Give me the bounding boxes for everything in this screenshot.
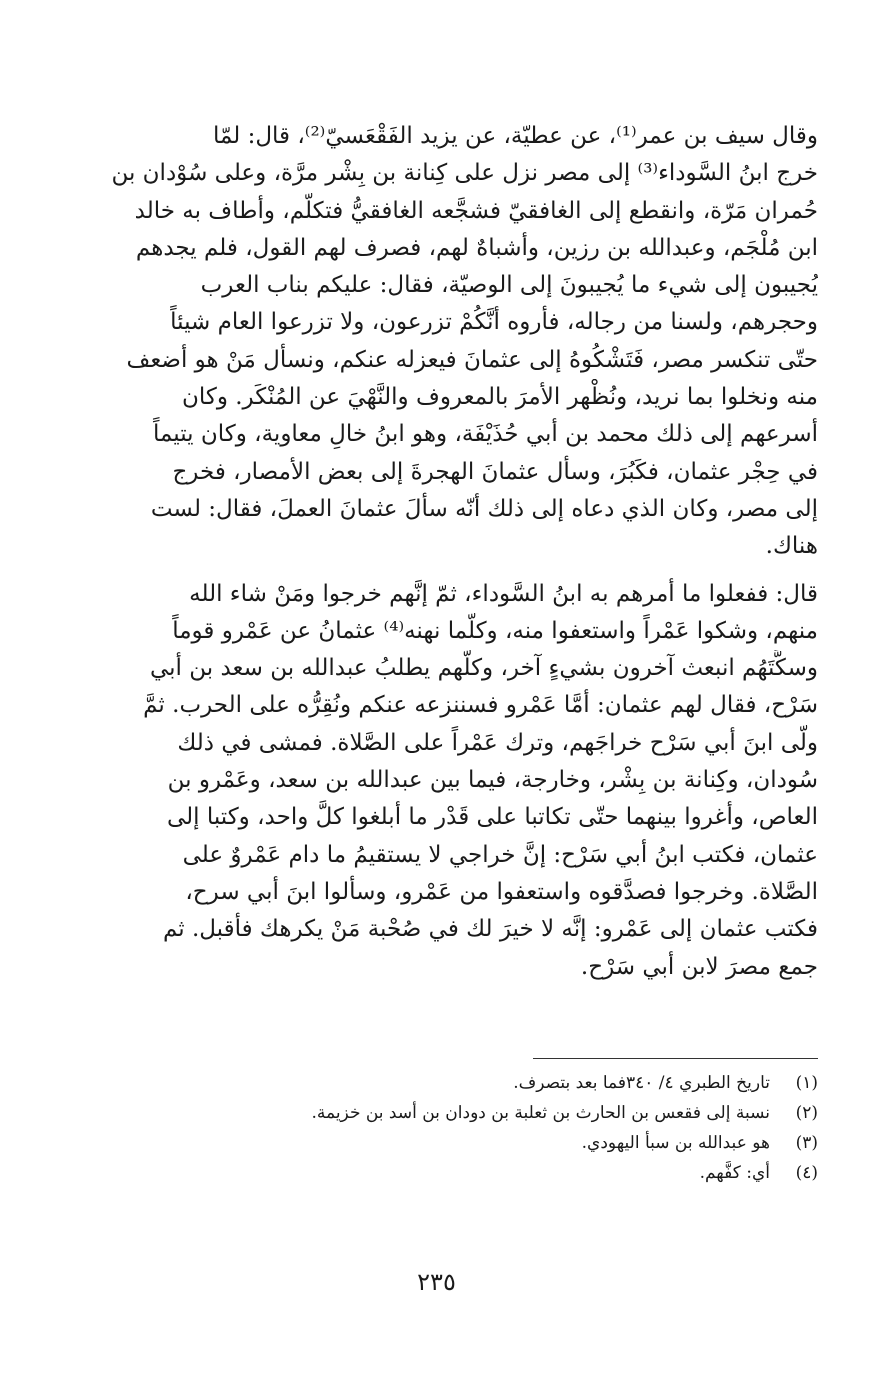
footnote-number: (١) [795,1073,818,1093]
page-number: ٢٣٥ [417,1268,456,1296]
footnote-text: تاريخ الطبري ٤/ ٣٤٠فما بعد بتصرف. [513,1073,770,1093]
footnote-3 [300,1128,818,1158]
footnote-1 [300,1068,818,1098]
paragraph-2 [106,576,818,986]
footnote-4 [300,1158,818,1188]
footnote-text: نسبة إلى فقعس بن الحارث بن ثعلبة بن دودان بن أسد بن خزيمة. [311,1103,770,1123]
text-line: قال: ففعلوا ما أمرهم به ابنُ السَّوداء، ثمّ إنَّهم خرجوا ومَنْ شاء الله [189,580,818,607]
text-line: أسرعهم إلى ذلك محمد بن أبي حُذَيْفَة، وهو ابنُ خالِ معاوية، وكان يتيماً [153,421,818,448]
text-line: حُمران مَرّة، وانقطع إلى الغافقيّ فشجَّعه الغافقيُّ فتكلَّم، وأطاف به خالد [134,197,818,224]
page-body [106,118,818,986]
text-line: جمع مصرَ لابن أبي سَرْح. [580,953,818,980]
text-line: خرج ابنُ السَّوداء⁽³⁾ إلى مصر نزل على كِنانة بن بِشْر مرَّة، وعلى سُوْدان بن [111,160,818,187]
text-line: ابن مُلْجَم، وعبدالله بن رزين، وأشباهٌ لهم، فصرف لهم القول، فلم يجدهم [135,234,818,261]
footnote-2 [300,1098,818,1128]
text-line: وحجرهم، ولسنا من رجاله، فأروه أنَّكُمْ تزرعون، ولا تزرعوا العام شيئاً [170,309,818,336]
text-line: ولّى ابنَ أبي سَرْح خراجَهم، وترك عَمْراً على الصَّلاة. فمشى في ذلك [177,729,818,756]
footnote-text: هو عبدالله بن سبأ اليهودي. [581,1133,770,1153]
text-line: في حِجْر عثمان، فكَبُرَ، وسأل عثمانَ الهجرةَ إلى بعض الأمصار، فخرج [172,458,818,485]
text-line: عثمان، فكتب ابنُ أبي سَرْح: إنَّ خراجي لا يستقيمُ ما دام عَمْروٌ على [182,841,818,868]
text-line: وقال سيف بن عمر⁽¹⁾، عن عطيّة، عن يزيد الفَقْعَسيّ⁽²⁾، قال: لمّا [212,123,818,149]
text-line: منه ونخلوا بما نريد، ونُظْهر الأمرَ بالمعروف والنَّهْيَ عن المُنْكَر. وكان [181,384,818,411]
footnotes [300,1068,818,1188]
text-line: حتّى تنكسر مصر، فَتَشْكُوهُ إلى عثمانَ فيعزله عنكم، ونسأل مَنْ هو أضعف [126,346,818,373]
text-line: هناك. [765,533,818,560]
footnote-number: (٣) [795,1133,818,1153]
footnote-number: (٢) [795,1103,818,1123]
text-line: منهم، وشكوا عَمْراً واستعفوا منه، وكلّما نهنه⁽⁴⁾ عثمانُ عن عَمْرو قوماً [172,617,818,644]
paragraph-1 [106,118,818,566]
text-line: وسكَّتَهُم انبعث آخرون بشيءٍ آخر، وكلُّهم يطلبُ عبدالله بن سعد بن أبي [149,655,818,682]
text-line: سَرْح، فقال لهم عثمان: أمَّا عَمْرو فسننزعه عنكم ونُقِرُّه على الحرب. ثمَّ [143,692,818,719]
text-line: إلى مصر، وكان الذي دعاه إلى ذلك أنّه سألَ عثمانَ العملَ، فقال: لست [150,495,818,522]
footnote-text: أي: كفَّهم. [699,1163,770,1183]
text-line: سُودان، وكِنانة بن بِشْر، وخارجة، فيما بين عبدالله بن سعد، وعَمْرو بن [167,767,818,794]
footnote-number: (٤) [795,1163,818,1183]
footnote-divider [533,1058,818,1059]
text-line: يُجيبون إلى شيء ما يُجيبونَ إلى الوصيّة، فقال: عليكم بناب العرب [200,272,818,299]
text-line: العاص، وأغروا بينهما حتّى تكاتبا على قَدْر ما أبلغوا كلَّ واحد، وكتبا إلى [166,804,818,831]
text-line: فكتب عثمان إلى عَمْرو: إنَّه لا خيرَ لك في صُحْبة مَنْ يكرهك فأقبل. ثم [162,916,818,943]
text-line: الصَّلاة. وخرجوا فصدَّقوه واستعفوا من عَمْرو، وسألوا ابنَ أبي سرح، [185,878,818,905]
